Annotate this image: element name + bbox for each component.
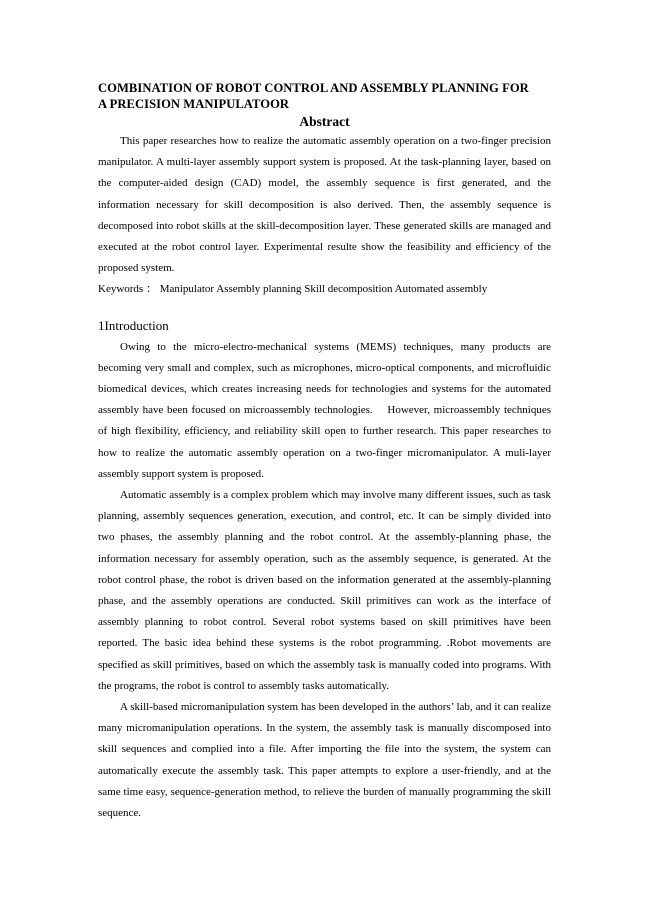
paper-title-line-1: COMBINATION OF ROBOT CONTROL AND ASSEMBLY PLANNING FOR (98, 81, 529, 95)
keywords-line: Keywords ： Manipulator Assembly planning Skill decomposition Automated assembly (98, 283, 488, 296)
abstract-text: This paper researches how to realize the automatic assembly operation on a two-finger precision manipulator. A multi-layer assembly support system is proposed. At the task-planning layer, based on the computer-aided design (CAD) model, the assembly sequence is first generated, and the information necessary for skill decomposition is also derived. Then, the assembly sequence is decomposed into robot skills at the skill-decomposition layer. These generated skills are managed and executed at the robot control layer. Experimental resulte show the feasibility and efficiency of the proposed system. (98, 135, 551, 275)
intro-paragraph-3: A skill-based micromanipulation system has been developed in the authors’ lab, and it can realize many micromanipulation operations. In the system, the assembly task is manually discomposed into skill sequences and complied into a file. After importing the file into the system, the system can automatically execute the assembly task. This paper attempts to explore a user-friendly, and at the same time easy, sequence-generation method, to relieve the burden of manually programming the skill sequence. (98, 701, 551, 820)
paper-page (98, 80, 551, 824)
intro-paragraph-2: Automatic assembly is a complex problem which may involve many different issues, such as task planning, assembly sequences generation, execution, and control, etc. It can be simply divided into two phases, the assembly planning and the robot control. At the assembly-planning phase, the information necessary for assembly operation, such as the assembly sequence, is generated. At the robot control phase, the robot is driven based on the information generated at the assembly-planning phase, and the assembly operations are conducted. Skill primitives can work as the interface of assembly planning to robot control. Several robot systems based on skill primitives have been reported. The basic idea behind these systems is the robot programming. .Robot movements are specified as skill primitives, based on which the assembly task is manually coded into programs. With the programs, the robot is control to assembly tasks automatically. (98, 489, 551, 692)
abstract-heading: Abstract (299, 114, 350, 129)
introduction-body (98, 337, 551, 825)
intro-paragraph-1: Owing to the micro-electro-mechanical systems (MEMS) techniques, many products are becoming very small and complex, such as microphones, micro-optical components, and microfluidic biomedical devices, which creates increasing needs for technologies and systems for the automated assembly have been focused on microassembly technologies. However, microassembly techniques of high flexibility, efficiency, and reliability skill open to further research. This paper researches to how to realize the automatic assembly operation on a two-finger micromanipulator. A muli-layer assembly support system is proposed. (98, 340, 551, 480)
section-heading-introduction: 1Introduction (98, 317, 169, 333)
paper-title-line-2: A PRECISION MANIPULATOOR (98, 97, 290, 111)
